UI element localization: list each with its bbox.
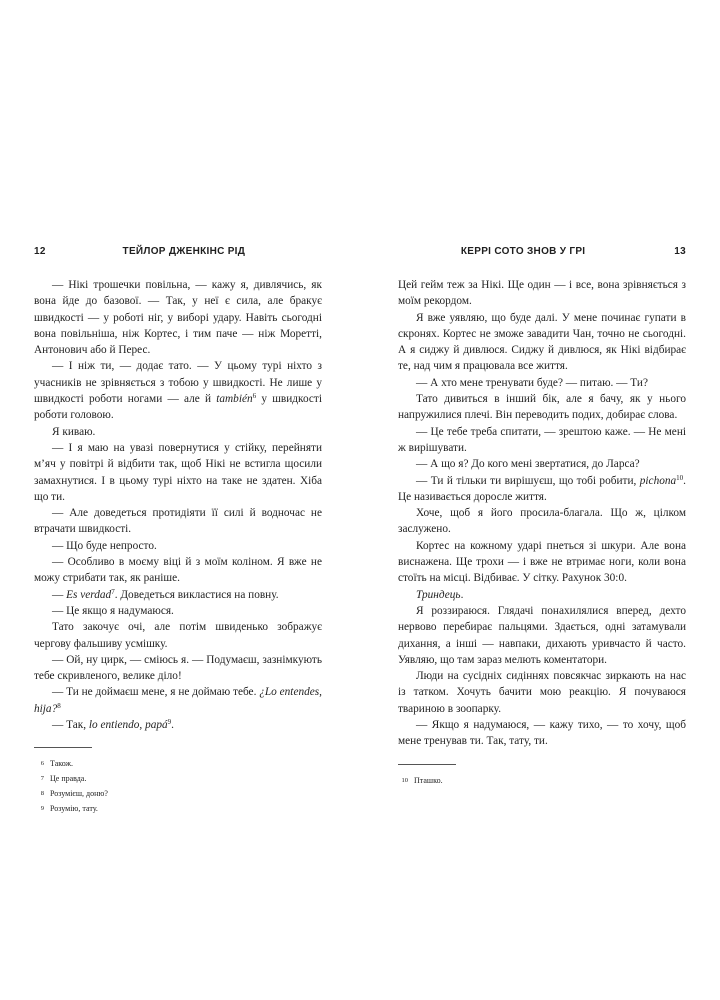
left-page-body [34,277,322,733]
text-run: — Особливо в моєму віці й з моїм коліном. Я вже не можу стрибати так, як раніше. [34,556,322,585]
text-run: — Якщо я надумаюся, — кажу тихо, — то хочу, щоб мене тренував ти. Так, тату, ти. [398,719,686,748]
footnote-text: Пташко. [414,775,443,785]
footnote-ref: 9 [167,718,172,727]
footnote [34,801,322,816]
footnote-mark: 7 [40,775,44,783]
footnote-mark: 6 [40,760,44,768]
footnote-text: Це правда. [50,774,87,784]
paragraph [398,603,686,668]
paragraph [34,277,322,358]
footnote-mark: 10 [401,776,408,784]
paragraph [398,505,686,538]
paragraph [398,668,686,717]
left-page-number: 12 [34,246,46,257]
paragraph [398,473,686,506]
paragraph [398,277,686,310]
paragraph [34,603,322,619]
footnote [398,773,686,788]
right-page-body [398,277,686,750]
paragraph [398,424,686,457]
paragraph [398,375,686,391]
paragraph [34,684,322,717]
footnote-ref: 6 [252,392,257,401]
text-run: — І я маю на увазі повернутися у стійку, перейняти м’яч у повітрі й відбити так, щоб Нікі не встигла щосили замахнутися. І в цьому турі ніхто на таке не здатен. Хіба що ти. [34,441,322,503]
paragraph [34,440,322,505]
text-run: Кортес на кожному ударі пнеться зі шкури. Але вона виснажена. Ще трохи — і вже не втримає ноги, коли вона стоїть на місці. Відбиває. У сітку. Рахунок 30:0. [398,539,686,585]
text-run: — Що буде непросто. [52,539,157,552]
footnote-ref: 10 [676,473,684,482]
text-run: — Так, [52,719,89,732]
footnote-text: Розумієш, доню? [50,789,108,799]
paragraph [34,358,322,423]
text-run: Я вже уявляю, що буде далі. У мене починає гупати в скронях. Кортес не зможе завадити Чан, точно не сьогодні. А я сиджу й дивлюся. Сиджу й дивлюся, як Нікі відбирає те, над чим я працювала все життя. [398,311,686,373]
paragraph [398,587,686,603]
text-run: . Це називається доросле життя. [398,474,686,503]
text-run: — Ой, ну цирк, — сміюсь я. — Подумаєш, зазнімкують тебе скривленого, велике діло! [34,653,322,683]
right-page-header [398,246,686,257]
italic-text: Es verdad [66,588,112,601]
text-run: . Доведеться викластися на повну. [114,588,279,601]
paragraph [398,538,686,587]
footnote-divider [34,747,92,748]
italic-text: ¿Lo entendes, hija? [34,686,322,715]
paragraph [398,456,686,472]
paragraph [34,717,322,733]
footnote-ref: 8 [57,701,61,710]
text-run: — А що я? До кого мені звертатися, до Ларса? [416,458,640,471]
left-page [34,246,322,816]
footnote-ref: 7 [111,587,115,596]
paragraph [34,505,322,538]
italic-text: pichona [639,474,677,487]
footnote-text: Також. [50,759,74,769]
text-run: — Це якщо я надумаюся. [52,604,174,617]
text-run: Хоче, щоб я його просила-благала. Що ж, цілком заслужено. [398,507,686,536]
paragraph [34,538,322,554]
footnote [34,756,322,771]
paragraph [34,652,322,685]
right-page [398,246,686,788]
paragraph [34,619,322,652]
footnote-mark: 8 [40,790,44,798]
left-footnotes [34,756,322,816]
text-run: — А хто мене тренувати буде? — питаю. — Ти? [416,376,648,389]
text-run: Я киваю. [52,425,96,438]
text-run: — Це тебе треба спитати, — зрештою каже. — Не мені ж вирішувати. [398,425,686,454]
paragraph [34,554,322,587]
italic-text: lo entiendo, papá [88,719,168,732]
text-run: Цей гейм теж за Нікі. Ще один — і все, вона зрівняється з моїм рекордом. [398,279,686,308]
paragraph [398,310,686,375]
text-run: Тато закочує очі, але потім швиденько зображує чергову фальшиву усмішку. [34,621,322,650]
text-run: Я роззираюся. Глядачі понахилялися вперед, дехто нервово перебирає пальцями. Здається, одні затамували дихання, а інші — навпаки, дихають уривчасто й часто. Уявляю, що там зараз мелють коментатори. [398,604,686,666]
text-run: . [171,719,174,732]
text-run: Люди на сусідніх сидіннях повсякчас зиркають на нас із татком. Хочуть бачити мою реакцію. Я почуваюся твариною в зоопарку. [398,670,686,715]
text-run: . [460,588,464,601]
paragraph [34,587,322,603]
right-footnotes [398,773,686,788]
paragraph [34,424,322,440]
footnote [34,771,322,786]
left-page-header [34,246,322,257]
paragraph [398,391,686,424]
text-run: — Але доведеться протидіяти її силі й водночас не втрачати швидкості. [34,507,322,536]
footnote-text: Розумію, тату. [50,804,98,814]
text-run: — [52,588,67,601]
text-run: — Нікі трошечки повільна, — кажу я, дивлячись, як вона йде до базової. — Так, у неї є сила, але бракує швидкості — у роботі ніг, у виборі удару. Навіть сьогодні вона повільніша, ніж Кортес, і тим паче — ніж Моретті, Антонович або й Перес. [34,279,322,357]
right-running-head: КЕРРІ СОТО ЗНОВ У ГРІ [460,246,586,257]
footnote [34,786,322,801]
text-run: Тато дивиться в інший бік, але я бачу, як у нього напружилися плечі. Він переводить подих, добирає слова. [398,393,686,422]
footnote-mark: 9 [40,805,44,813]
text-run: — Ти не доймаєш мене, я не доймаю тебе. [52,686,260,699]
footnote-divider [398,764,456,765]
text-run: — І ніж ти, — додає тато. — У цьому турі ніхто з учасників не зрівняється з тобою у швидкості. Не лише у швидкості роботи ногами — але й [34,360,322,406]
italic-text: también [216,393,253,406]
right-page-number: 13 [674,246,686,257]
italic-text: Триндець [416,588,461,601]
paragraph [398,717,686,750]
text-run: у швидкості роботи головою. [34,393,322,422]
left-running-head: ТЕЙЛОР ДЖЕНКІНС РІД [122,246,246,257]
text-run: — Ти й тільки ти вирішуєш, що тобі робити, [416,474,640,487]
